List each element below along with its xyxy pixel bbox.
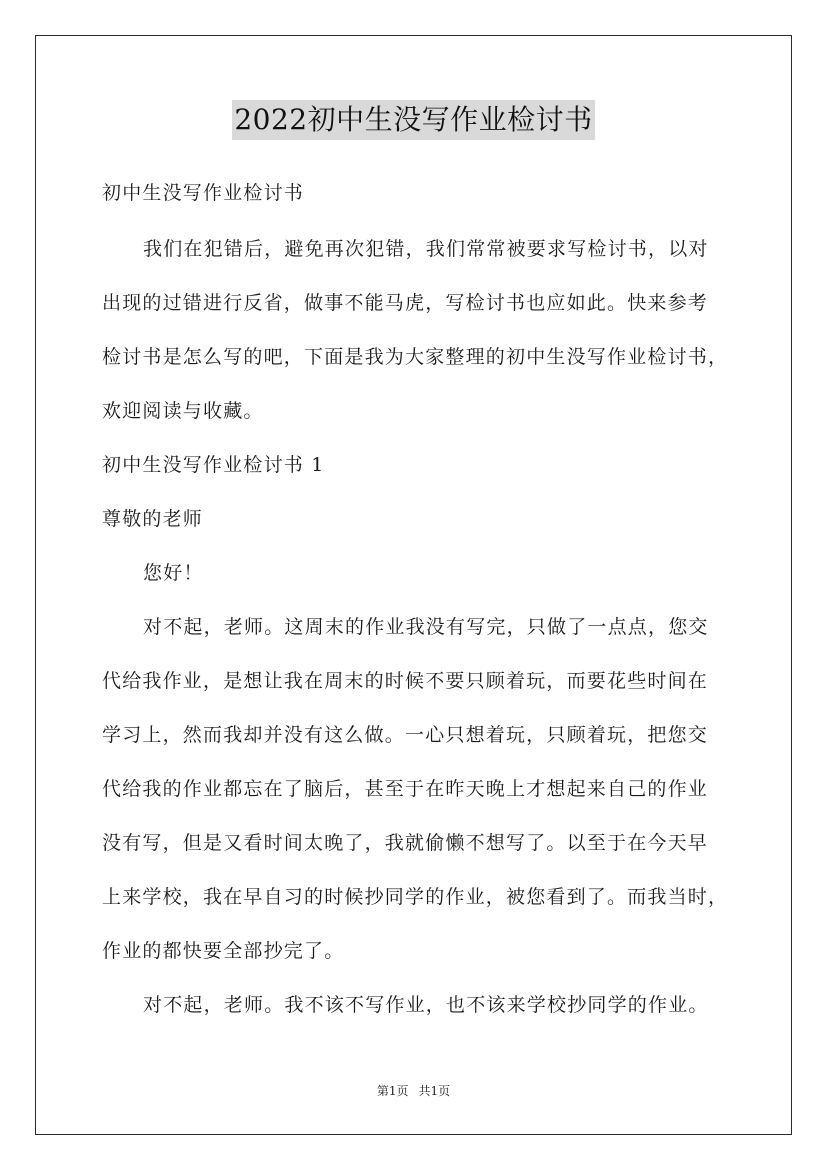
salutation-line: 尊敬的老师: [102, 508, 204, 530]
body-paragraph-line: 作业的都快要全部抄完了。: [102, 940, 345, 962]
body-paragraph-line: 学习上，然而我却并没有这么做。一心只想着玩，只顾着玩，把您交: [102, 724, 709, 746]
body-paragraph-line: 对不起，老师。我不该不写作业，也不该来学校抄同学的作业。: [143, 994, 709, 1016]
title-container: [0, 100, 827, 140]
intro-paragraph-line: 检讨书是怎么写的吧，下面是我为大家整理的初中生没写作业检讨书，: [102, 346, 729, 368]
page-footer: [0, 1082, 827, 1100]
section-heading: 初中生没写作业检讨书 1: [102, 454, 325, 476]
document-title: 2022初中生没写作业检讨书: [232, 100, 594, 140]
page-total: 共1页: [418, 1084, 451, 1098]
intro-paragraph-line: 欢迎阅读与收藏。: [102, 400, 264, 422]
greeting-line: 您好！: [143, 562, 204, 584]
body-paragraph-line: 没有写，但是又看时间太晚了，我就偷懒不想写了。以至于在今天早: [102, 832, 709, 854]
body-paragraph-line: 代给我作业，是想让我在周末的时候不要只顾着玩，而要花些时间在: [102, 670, 709, 692]
body-paragraph-line: 对不起，老师。这周末的作业我没有写完，只做了一点点，您交: [143, 616, 709, 638]
page-number: 第1页: [376, 1084, 409, 1098]
body-paragraph-line: 上来学校，我在早自习的时候抄同学的作业，被您看到了。而我当时，: [102, 886, 729, 908]
intro-paragraph-line: 我们在犯错后，避免再次犯错，我们常常被要求写检讨书，以对: [143, 238, 709, 260]
intro-paragraph-line: 出现的过错进行反省，做事不能马虎，写检讨书也应如此。快来参考: [102, 292, 709, 314]
subtitle-line: 初中生没写作业检讨书: [102, 182, 305, 204]
body-paragraph-line: 代给我的作业都忘在了脑后，甚至于在昨天晚上才想起来自己的作业: [102, 778, 709, 800]
